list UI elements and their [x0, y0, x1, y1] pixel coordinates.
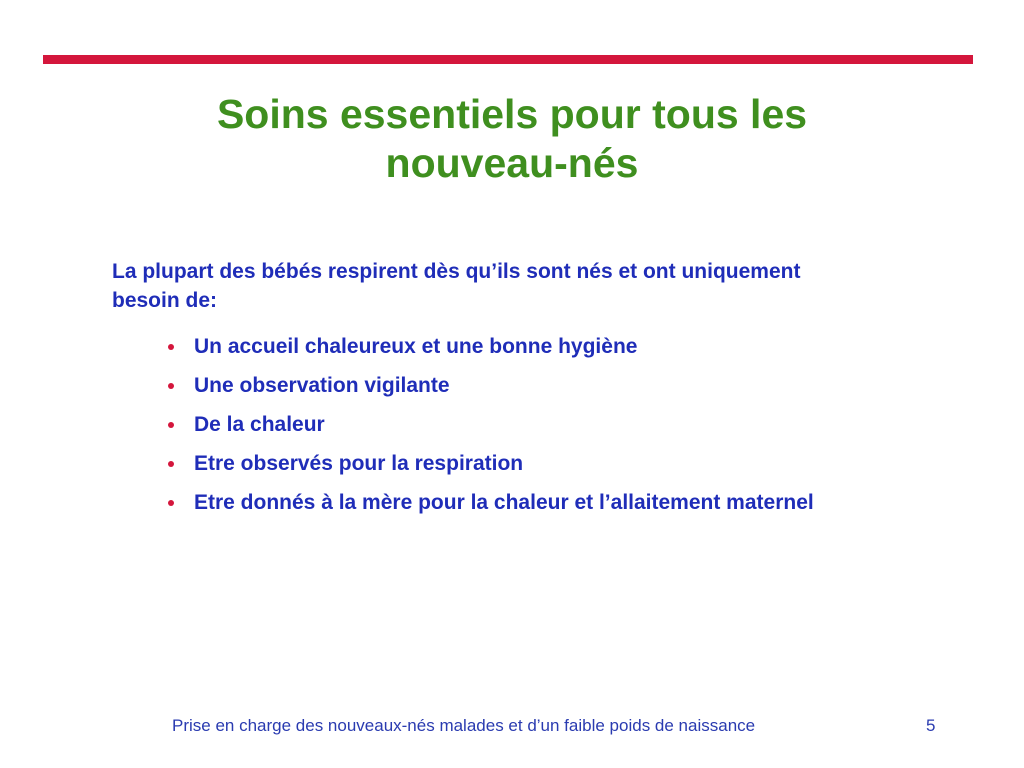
- slide-title-line-2: nouveau-nés: [385, 140, 639, 186]
- bullet-text: Etre observés pour la respiration: [194, 452, 524, 475]
- page-number: 5: [926, 716, 936, 735]
- bullet-text: De la chaleur: [194, 413, 325, 436]
- list-item: [160, 410, 880, 439]
- bullet-text: Une observation vigilante: [194, 374, 450, 397]
- bullet-icon: [168, 422, 174, 428]
- slide-footer: Prise en charge des nouveaux-nés malades et d’un faible poids de naissance: [172, 716, 756, 735]
- bullet-text: Un accueil chaleureux et une bonne hygiène: [194, 335, 638, 358]
- intro-text: La plupart des bébés respirent dès qu’ils sont nés et ont uniquement besoin de:: [112, 260, 801, 312]
- slide-title-line-1: Soins essentiels pour tous les: [216, 91, 808, 137]
- slide-title: [150, 90, 874, 188]
- list-item: [160, 449, 880, 478]
- top-divider: [43, 55, 973, 64]
- bullet-icon: [168, 344, 174, 350]
- list-item: [160, 371, 880, 400]
- list-item: [160, 488, 880, 517]
- list-item: [160, 332, 880, 361]
- bullet-list: [160, 332, 880, 527]
- bullet-icon: [168, 500, 174, 506]
- bullet-icon: [168, 461, 174, 467]
- bullet-icon: [168, 383, 174, 389]
- bullet-text: Etre donnés à la mère pour la chaleur et l’allaitement maternel: [194, 491, 814, 514]
